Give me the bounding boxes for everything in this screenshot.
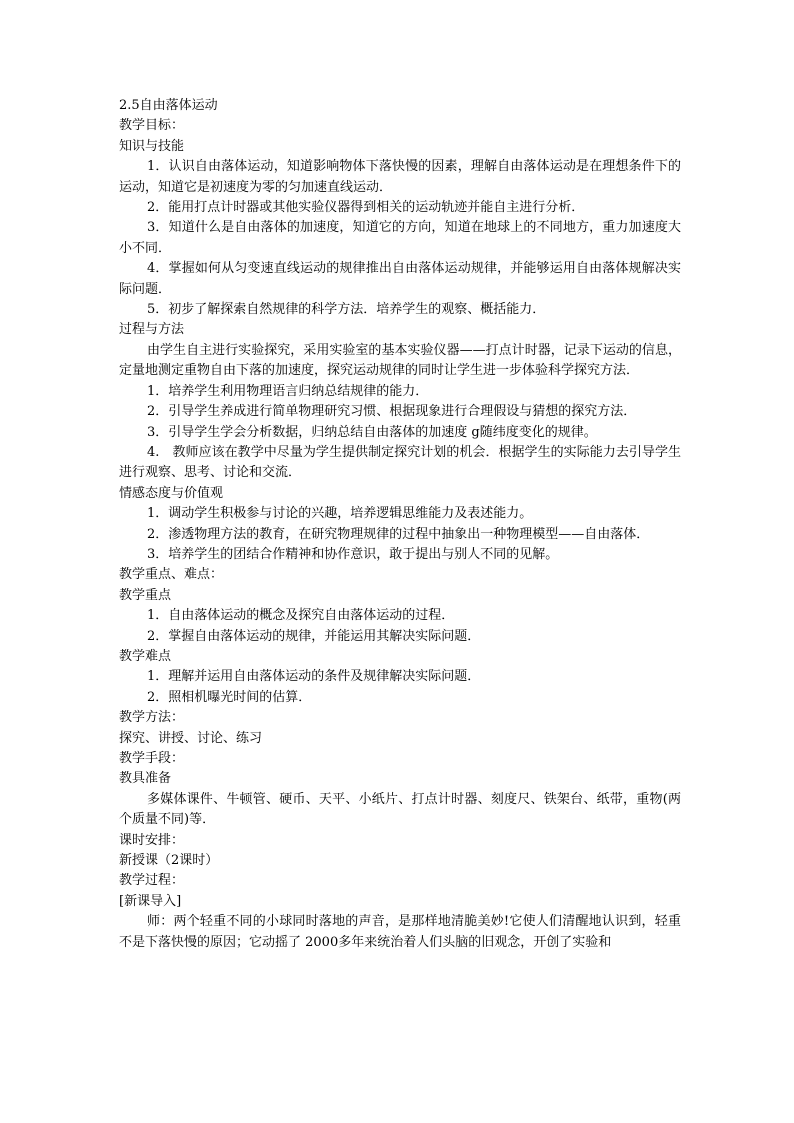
process-intro: 由学生自主进行实验探究，采用实验室的基本实验仪器——打点计时器，记录下运动的信息，定量地测定重物自由下落的加速度，探究运动规律的同时让学生进一步体验科学探究方法． bbox=[119, 342, 681, 379]
intro-label: [新课导入] bbox=[119, 893, 182, 909]
emotion-item: 1．调动学生积极参与讨论的兴趣，培养逻辑思维能力及表述能力。 bbox=[147, 506, 533, 522]
emotion-heading: 情感态度与价值观 bbox=[119, 485, 224, 501]
difficult-item: 1．理解并运用自由落体运动的条件及规律解决实际问题． bbox=[147, 669, 481, 685]
process-item: 3．引导学生学会分析数据，归纳总结自由落体的加速度 g随纬度变化的规律。 bbox=[147, 424, 597, 440]
schedule-label: 课时安排： bbox=[119, 832, 185, 848]
knowledge-item: 5．初步了解探索自然规律的科学方法．培养学生的观察、概括能力． bbox=[147, 302, 546, 318]
key-heading: 教学重点 bbox=[119, 587, 172, 603]
knowledge-item: 3．知道什么是自由落体的加速度，知道它的方向，知道在地球上的不同地方，重力加速度大小不同． bbox=[119, 220, 681, 256]
process-item: 1．培养学生利用物理语言归纳总结规律的能力． bbox=[147, 383, 429, 399]
emotion-item: 2．渗透物理方法的教育，在研究物理规律的过程中抽象出一种物理模型——自由落体． bbox=[147, 526, 650, 542]
difficult-heading: 教学难点 bbox=[119, 648, 172, 664]
key-item: 2．掌握自由落体运动的规律，并能运用其解决实际问题． bbox=[147, 628, 481, 644]
means-label: 教学手段： bbox=[119, 751, 185, 766]
process-item: 2．引导学生养成进行简单物理研究习惯、根据现象进行合理假设与猜想的探究方法． bbox=[147, 404, 637, 420]
knowledge-item: 4．掌握如何从匀变速直线运动的规律推出自由落体运动规律，并能够运用自由落体规解决实际问题． bbox=[119, 261, 681, 297]
teaching-process-label: 教学过程： bbox=[119, 873, 185, 889]
methods-text: 探究、讲授、讨论、练习 bbox=[119, 730, 263, 746]
schedule-text: 新授课（2课时） bbox=[119, 853, 219, 869]
equipment-text: 多媒体课件、牛顿管、硬币、天平、小纸片、打点计时器、刻度尺、铁架台、纸带，重物(两个质量不同)等． bbox=[119, 791, 681, 828]
key-item: 1．自由落体运动的概念及探究自由落体运动的过程． bbox=[147, 608, 455, 624]
key-difficult-label: 教学重点、难点： bbox=[119, 567, 224, 583]
teacher-paragraph: 师：两个轻重不同的小球同时落地的声音，是那样地清脆美妙!它使人们清醒地认识到，轻重不是下落快慢的原因；它动摇了 2000多年来统治着人们头脑的旧观念，开创了实验和 bbox=[119, 914, 681, 950]
equipment-label: 教具准备 bbox=[119, 771, 172, 787]
document-page bbox=[119, 96, 681, 953]
objectives-label: 教学目标： bbox=[119, 118, 185, 134]
knowledge-item: 2．能用打点计时器或其他实验仪器得到相关的运动轨迹并能自主进行分析． bbox=[147, 200, 585, 216]
emotion-item: 3．培养学生的团结合作精神和协作意识，敢于提出与别人不同的见解。 bbox=[147, 546, 559, 562]
knowledge-item: 1．认识自由落体运动，知道影响物体下落快慢的因素，理解自由落体运动是在理想条件下的运动，知道它是初速度为零的匀加速直线运动． bbox=[119, 159, 681, 195]
process-item: 4. 教师应该在教学中尽量为学生提供制定探究计划的机会．根据学生的实际能力去引导学生进行观察、思考、讨论和交流． bbox=[119, 444, 681, 481]
process-heading: 过程与方法 bbox=[119, 322, 185, 338]
knowledge-heading: 知识与技能 bbox=[119, 138, 185, 154]
difficult-item: 2．照相机曝光时间的估算． bbox=[147, 689, 312, 705]
methods-label: 教学方法： bbox=[119, 710, 185, 726]
document-title: 2.5自由落体运动 bbox=[119, 98, 218, 113]
